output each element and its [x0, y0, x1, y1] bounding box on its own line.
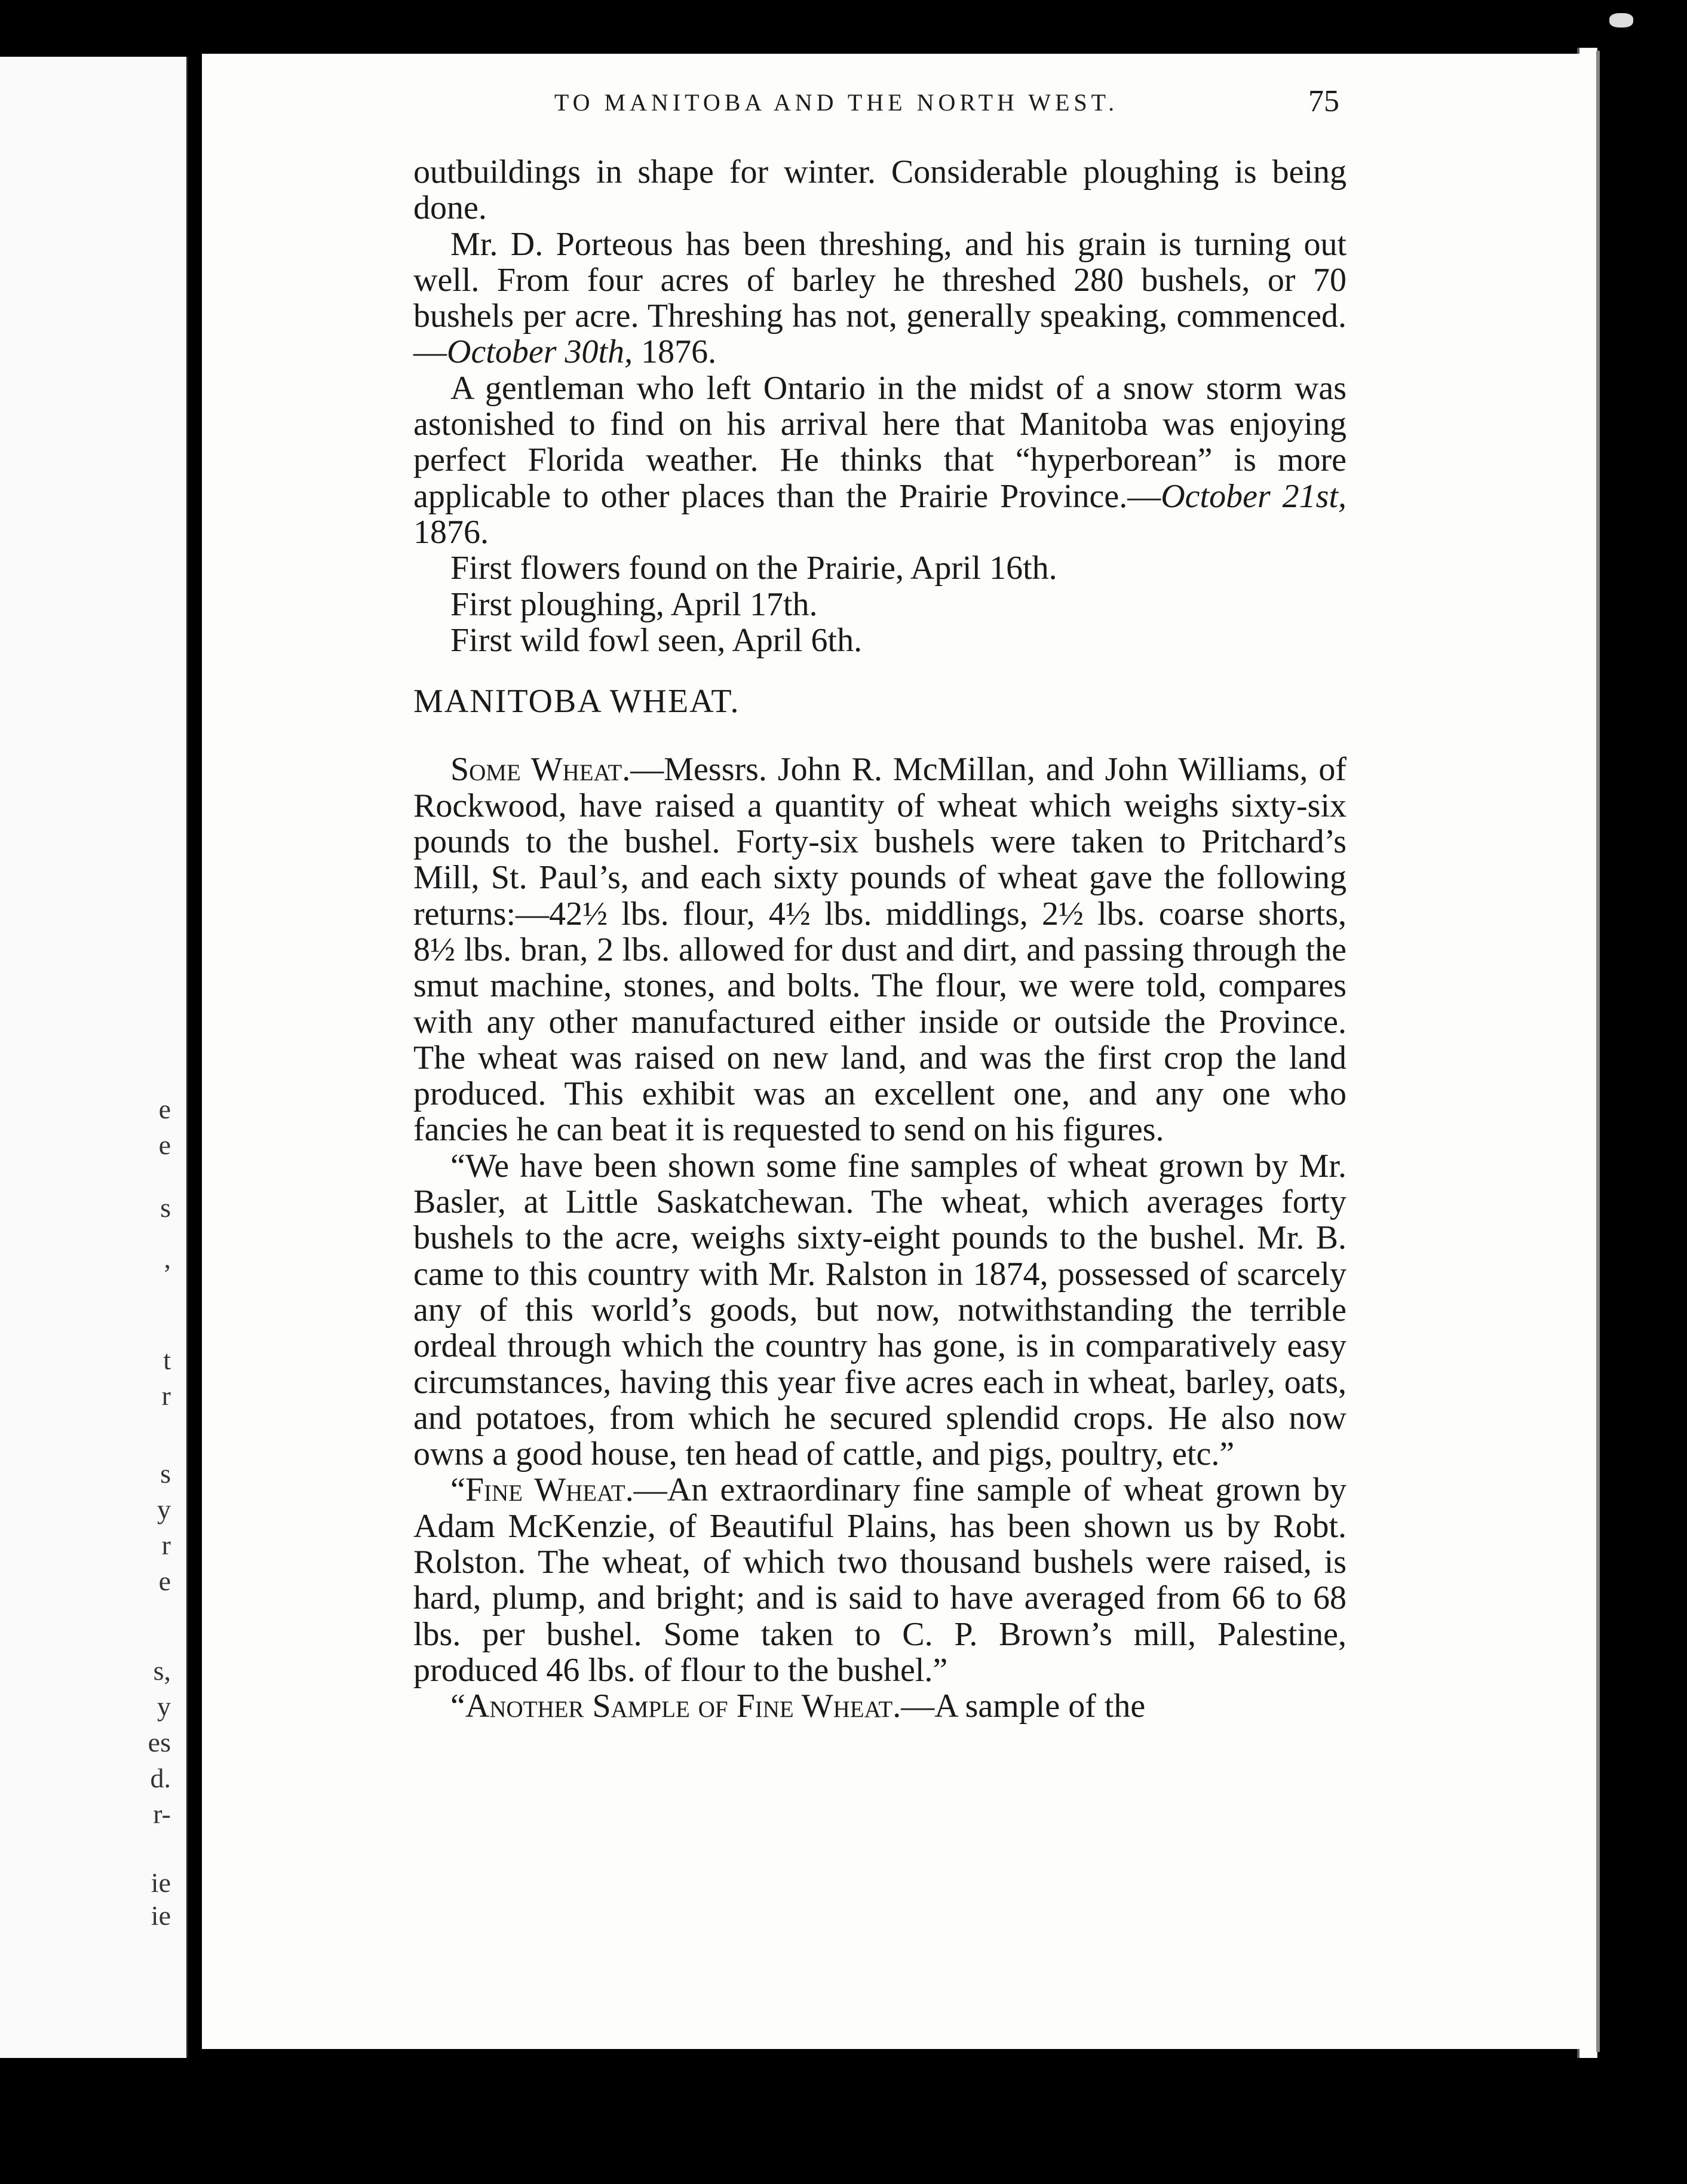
left-page-fragment: s [160, 1192, 171, 1223]
date-tail: 1876. [413, 513, 489, 551]
paragraph-text: Mr. D. Porteous has been threshing, and his grain is turning out well. From four acres of barley he threshed 280 bushels, or 70 bushels per acre. Threshing has not, generally speaking, commenced.— [413, 225, 1346, 371]
paragraph-text: A gentleman who left Ontario in the midst of a snow storm was astonished to find on his arrival here that Manitoba was enjoying perfect Florida weather. He thinks that “hyperborean” is more applicable to other places than the Prairie Province.— [413, 369, 1346, 515]
page-edge-shadow [1596, 51, 1600, 2052]
date-italic: October 30th, [447, 333, 633, 371]
paragraph-text: —A sample of the [901, 1688, 1146, 1725]
facing-page-edge [0, 57, 188, 2058]
date-italic: October 21st, [1161, 477, 1347, 515]
left-page-fragment: ie [151, 1900, 171, 1931]
left-page-fragment: r- [153, 1799, 171, 1829]
left-page-fragment: s, [153, 1655, 171, 1686]
paragraph-lead: “Fine Wheat. [450, 1471, 634, 1509]
left-page-fragment: r [161, 1381, 171, 1411]
paragraph-text: outbuildings in shape for winter. Considerable ploughing is being done. [413, 154, 1346, 227]
paragraph [413, 370, 1346, 550]
paragraph: “We have been shown some fine samples of wheat grown by Mr. Basler, at Little Saskatchewan. The wheat, which averages forty bushels to the acre, weighs sixty-eight pounds to the bushel. Mr. B. came to this country with Mr. Ralston in 1874, possessed of scarcely any of this world’s goods, but now, notwithstanding the terrible ordeal through which the country has gone, is in comparatively easy circumstances, having this year five acres each in wheat, barley, oats, and potatoes, from which he secured splendid crops. He also now owns a good house, ten head of cattle, and pigs, poultry, etc.” [413, 1147, 1346, 1473]
body-text [413, 154, 1346, 1724]
paragraph-text: —Messrs. John R. McMillan, and John Williams, of Rockwood, have raised a quantity of wheat which weighs sixty-six pounds to the bushel. Forty-six bushels were taken to Pritchard’s Mill, St. Paul’s, and each sixty pounds of wheat gave the following returns:—42½ lbs. flour, 4½ lbs. middlings, 2½ lbs. coarse shorts, 8½ lbs. bran, 2 lbs. allowed for dust and dirt, and passing through the smut machine, stones, and bolts. The flour, we were told, compares with any other manufactured either inside or outside the Province. The wheat was raised on new land, and was the first crop the land produced. This exhibit was an excellent one, and any one who fancies he can beat it is requested to send on his figures. [413, 751, 1346, 1149]
scan-speck [1609, 13, 1633, 27]
left-page-fragment: e [158, 1130, 171, 1160]
paragraph-lead: “Another Sample of Fine Wheat. [450, 1688, 901, 1725]
left-page-fragment: , [164, 1243, 171, 1274]
left-page-fragment: es [148, 1727, 171, 1757]
paragraph [413, 1472, 1346, 1688]
paragraph [413, 226, 1346, 370]
left-page-fragment: s [160, 1458, 171, 1489]
date-tail: 1876. [633, 333, 717, 371]
section-heading: MANITOBA WHEAT. [413, 683, 740, 720]
left-page-fragment: ie [151, 1867, 171, 1898]
paragraph-text: —An extraordinary fine sample of wheat grown by Adam McKenzie, of Beautiful Plains, has been shown us by Robt. Rolston. The wheat, of which two thousand bushels were raised, is hard, plump, and bright; and is said to have averaged from 66 to 68 lbs. per bushel. Some taken to C. P. Brown’s mill, Palestine, produced 46 lbs. of flour to the bushel.” [413, 1471, 1346, 1689]
left-page-fragment: t [163, 1345, 171, 1375]
paragraph [413, 154, 1346, 226]
first-flowers-line: First flowers found on the Prairie, April 16th. [450, 550, 1057, 587]
running-head: TO MANITOBA AND THE NORTH WEST. [554, 89, 1119, 116]
left-page-fragment: y [157, 1494, 171, 1524]
paragraph [413, 751, 1346, 1148]
left-page-fragment: e [158, 1566, 171, 1596]
first-ploughing-line: First ploughing, April 17th. [450, 585, 818, 623]
paragraph-lead: Some Wheat. [450, 751, 631, 789]
left-page-fragment: e [158, 1094, 171, 1124]
left-page-fragment: y [157, 1691, 171, 1722]
left-page-fragment: d. [150, 1763, 171, 1793]
paragraph [413, 1688, 1346, 1724]
left-page-fragment: r [161, 1530, 171, 1560]
first-wild-fowl-line: First wild fowl seen, April 6th. [450, 621, 863, 659]
page-number: 75 [1308, 84, 1339, 118]
